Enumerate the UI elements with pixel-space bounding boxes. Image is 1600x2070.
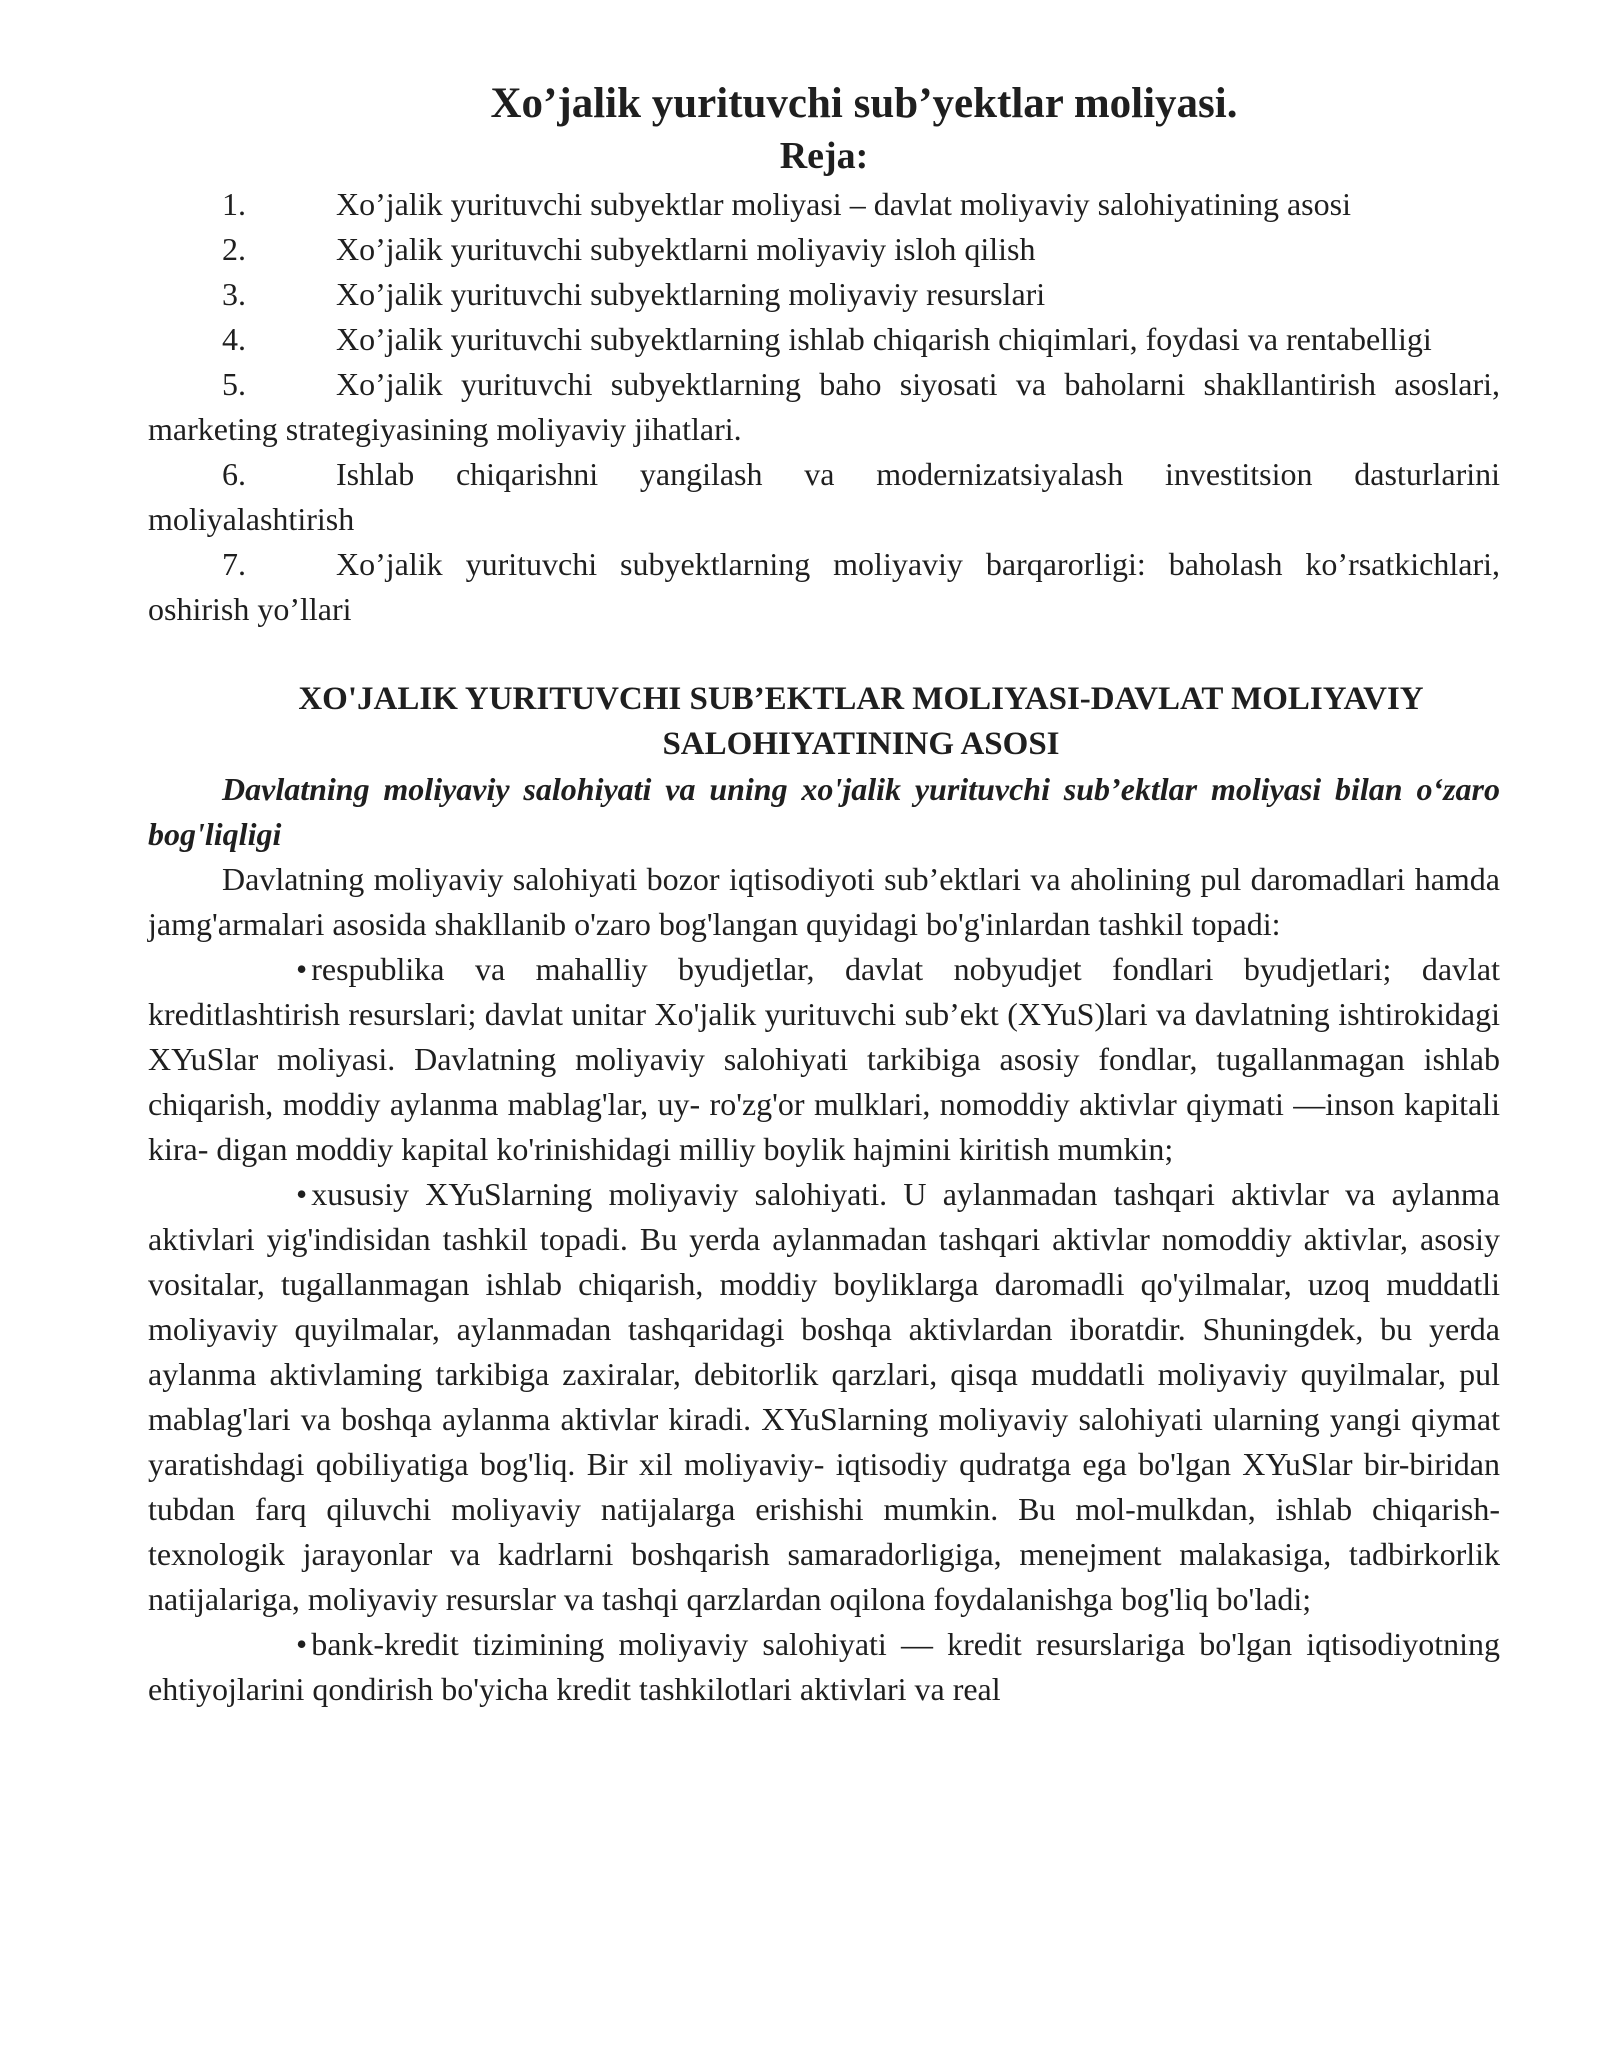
- plan-item-text: Ishlab chiqarishni yangilash va modernizatsiyalash investitsion dasturlarini moliyalashtirish: [148, 456, 1500, 537]
- plan-item-number: 1.: [222, 186, 246, 222]
- bullet-paragraph: [148, 947, 1500, 1172]
- plan-item: [148, 542, 1500, 632]
- plan-title: Reja:: [779, 135, 869, 177]
- plan-item: [148, 227, 1500, 272]
- bullet-paragraph: [148, 1622, 1500, 1712]
- plan-item: [148, 272, 1500, 317]
- plan-item-number: 4.: [222, 321, 246, 357]
- plan-item-text: Xo’jalik yurituvchi subyektlar moliyasi – davlat moliyaviy salohiyatining asosi: [336, 186, 1351, 222]
- bullet-marker: •: [296, 1626, 308, 1662]
- bullet-text: respublika va mahalliy byudjetlar, davlat nobyudjet fondlari byudjetlari; davlat kreditlashtirish resurslari; davlat unitar Xo'jalik yurituvchi sub’ekt (XYuS)lari va davlatning ishtirokidagi XYuSlar moliyasi. Davlatning moliyaviy salohiyati tarkibiga asosiy fondlar, tugallanmagan ishlab chiqarish, moddiy aylanma mablag'lar, uy- ro'zg'or mulklari, nomoddiy aktivlar qiymati —inson kapitali kira- digan moddiy kapital ko'rinishidagi milliy boylik hajmini kiritish mumkin;: [148, 951, 1500, 1167]
- intro-paragraph: Davlatning moliyaviy salohiyati bozor iqtisodiyoti sub’ektlari va aholining pul daromadlari hamda jamg'armalari asosida shakllanib o'zaro bog'langan quyidagi bo'g'inlardan tashkil topadi:: [148, 861, 1500, 942]
- plan-item-number: 6.: [222, 456, 246, 492]
- bullet-text: bank-kredit tizimining moliyaviy salohiyati — kredit resurslariga bo'lgan iqtisodiyotning ehtiyojlarini qondirish bo'yicha kredit tashkilotlari aktivlari va real: [148, 1626, 1500, 1707]
- plan-list: [148, 182, 1500, 632]
- bullet-marker: •: [296, 951, 308, 987]
- plan-item: [148, 452, 1500, 542]
- spacer: [148, 632, 1500, 677]
- plan-item: [148, 362, 1500, 452]
- plan-item-text: Xo’jalik yurituvchi subyektlarning moliyaviy resurslari: [336, 276, 1046, 312]
- section-title: XO'JALIK YURITUVCHI SUB’EKTLAR MOLIYASI-DAVLAT MOLIYAVIY SALOHIYATINING ASOSI: [298, 681, 1424, 762]
- plan-item-number: 3.: [222, 276, 246, 312]
- plan-item-text: Xo’jalik yurituvchi subyektlarning ishlab chiqarish chiqimlari, foydasi va rentabelligi: [336, 321, 1432, 357]
- plan-item-text: Xo’jalik yurituvchi subyektlarning baho siyosati va baholarni shakllantirish asoslari, marketing strategiyasining moliyaviy jihatlari.: [148, 366, 1500, 447]
- plan-item-number: 7.: [222, 546, 246, 582]
- plan-item: [148, 182, 1500, 227]
- bullet-paragraph: [148, 1172, 1500, 1622]
- plan-item-text: Xo’jalik yurituvchi subyektlarning moliyaviy barqarorligi: baholash ko’rsatkichlari, oshirish yo’llari: [148, 546, 1500, 627]
- document-title: Xo’jalik yurituvchi sub’yektlar moliyasi.: [490, 80, 1238, 127]
- section-subtitle: Davlatning moliyaviy salohiyati va uning xo'jalik yurituvchi sub’ektlar moliyasi bilan o‘zaro bog'liqligi: [148, 771, 1500, 852]
- plan-item-number: 2.: [222, 231, 246, 267]
- plan-item-text: Xo’jalik yurituvchi subyektlarni moliyaviy isloh qilish: [336, 231, 1036, 267]
- plan-item: [148, 317, 1500, 362]
- bullet-marker: •: [296, 1176, 308, 1212]
- bullet-text: xususiy XYuSlarning moliyaviy salohiyati. U aylanmadan tashqari aktivlar va aylanma aktivlari yig'indisidan tashkil topadi. Bu yerda aylanmadan tashqari aktivlar nomoddiy aktivlar, asosiy vositalar, tugallanmagan ishlab chiqarish, moddiy boyliklarga daromadli qo'yilmalar, uzoq muddatli moliyaviy quyilmalar, aylanmadan tashqaridagi boshqa aktivlardan iboratdir. Shuningdek, bu yerda aylanma aktivlaming tarkibiga zaxiralar, debitorlik qarzlari, qisqa muddatli moliyaviy quyilmalar, pul mablag'lari va boshqa aylanma aktivlar kiradi. XYuSlarning moliyaviy salohiyati ularning yangi qiymat yaratishdagi qobiliyatiga bog'liq. Bir xil moliyaviy- iqtisodiy qudratga ega bo'lgan XYuSlar bir-biridan tubdan farq qiluvchi moliyaviy natijalarga erishishi mumkin. Bu mol-mulkdan, ishlab chiqarish-texnologik jarayonlar va kadrlarni boshqarish samaradorligiga, menejment malakasiga, tadbirkorlik natijalariga, moliyaviy resurslar va tashqi qarzlardan oqilona foydalanishga bog'liq bo'ladi;: [148, 1176, 1500, 1617]
- plan-item-number: 5.: [222, 366, 246, 402]
